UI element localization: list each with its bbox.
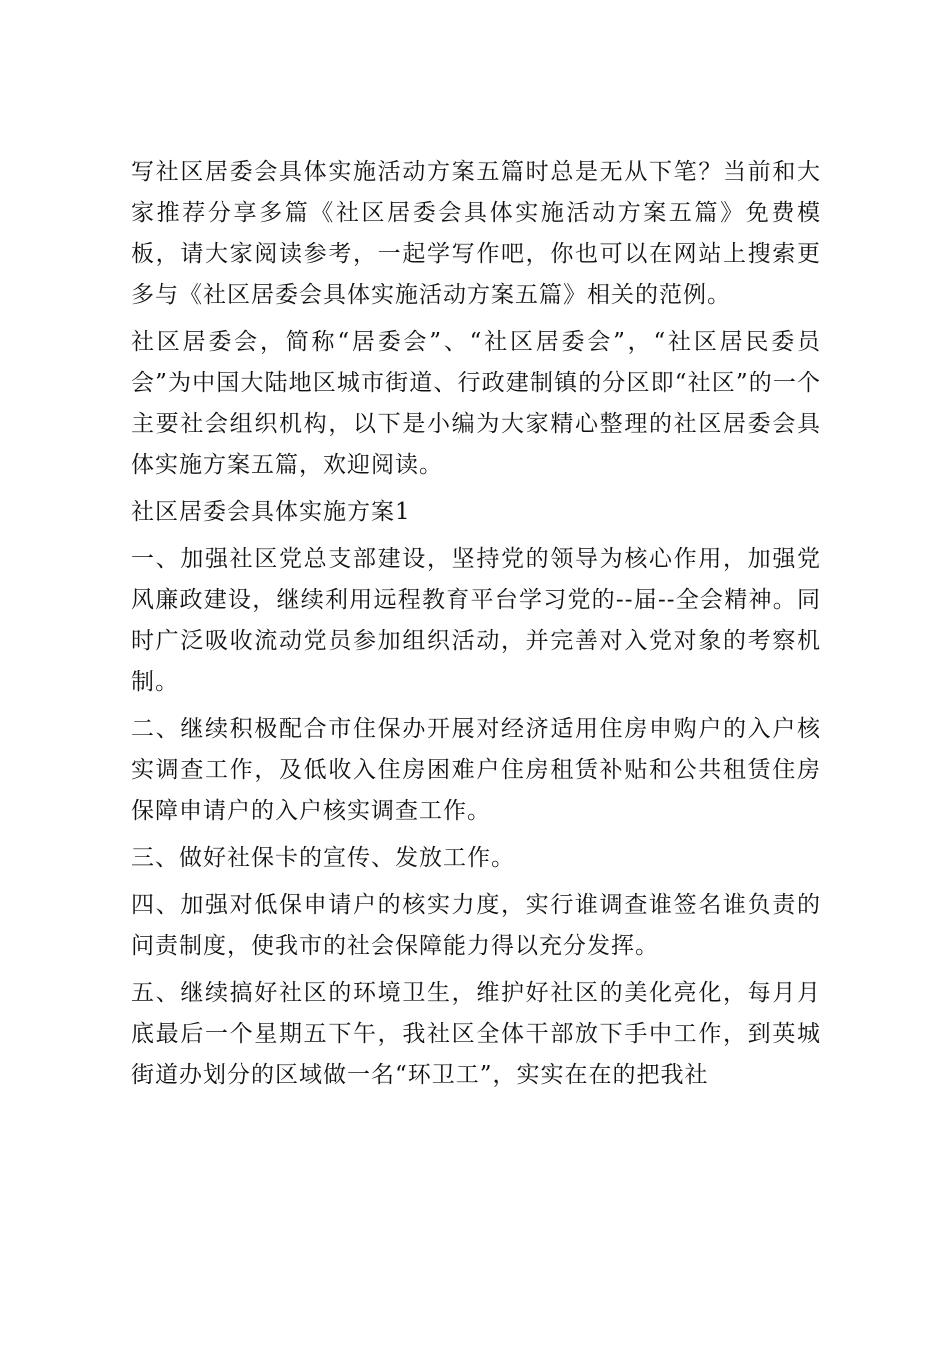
section-heading: 社区居委会具体实施方案1	[131, 499, 411, 525]
definition-paragraph: 社区居委会，简称“居委会”、“社区居委会”，“社区居民委员会”为中国大陆地区城市街道、行政建制镇的分区即“社区”的一个主要社会组织机构，以下是小编为大家精心整理的社区居委会具体实施方案五篇，欢迎阅读。	[131, 329, 821, 478]
list-item: 一、加强社区党总支部建设，坚持党的领导为核心作用，加强党风廉政建设，继续利用远程教育平台学习党的--届--全会精神。同时广泛吸收流动党员参加组织活动，并完善对入党对象的考察机制。	[131, 546, 821, 695]
document-body	[131, 152, 821, 1102]
intro-paragraph: 写社区居委会具体实施活动方案五篇时总是无从下笔？当前和大家推荐分享多篇《社区居委会具体实施活动方案五篇》免费模板，请大家阅读参考，一起学写作吧，你也可以在网站上搜索更多与《社区居委会具体实施活动方案五篇》相关的范例。	[131, 159, 821, 308]
list-item: 四、加强对低保申请户的核实力度，实行谁调查谁签名谁负责的问责制度，使我市的社会保障能力得以充分发挥。	[131, 892, 821, 959]
list-item: 三、做好社保卡的宣传、发放工作。	[131, 845, 515, 871]
list-item: 二、继续积极配合市住保办开展对经济适用住房申购户的入户核实调查工作，及低收入住房困难户住房租赁补贴和公共租赁住房保障申请户的入户核实调查工作。	[131, 716, 821, 824]
list-item: 五、继续搞好社区的环境卫生，维护好社区的美化亮化，每月月底最后一个星期五下午，我社区全体干部放下手中工作，到英城街道办划分的区域做一名“环卫工”，实实在在的把我社	[131, 980, 821, 1088]
